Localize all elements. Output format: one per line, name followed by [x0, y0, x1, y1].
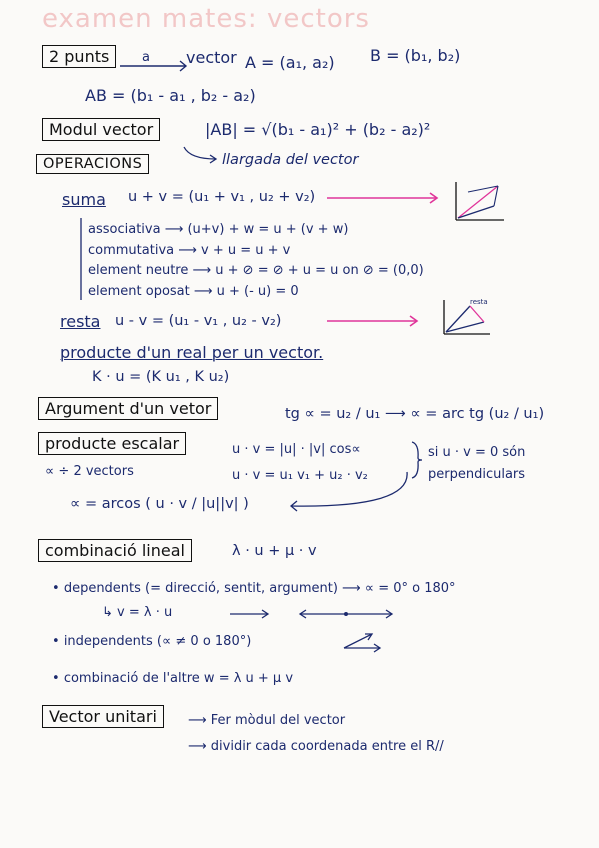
modul-box: Modul vector: [42, 118, 160, 141]
prop-associativa: associativa ⟶ (u+v) + w = u + (v + w): [88, 222, 349, 237]
suma-formula: u + v = (u₁ + v₁ , u₂ + v₂): [128, 189, 316, 205]
unitari-step-1: ⟶ Fer mòdul del vector: [188, 713, 346, 728]
angle-note: ∝ ÷ 2 vectors: [45, 464, 134, 479]
bullet-dependents-text: dependents (= direcció, sentit, argument) ⟶ ∝ = 0° o 180°: [63, 581, 456, 596]
escalar-formula-1: u · v = |u| · |v| cos∝: [232, 442, 361, 457]
suma-pink-arrow: [325, 190, 445, 206]
argument-box: Argument d'un vetor: [38, 397, 218, 420]
suma-label: suma: [62, 190, 106, 209]
resta-fig-label: resta: [470, 298, 488, 306]
bullet-dependents: • dependents (= direcció, sentit, argument) ⟶ ∝ = 0° o 180°: [52, 581, 456, 596]
bullet-combinacio: • combinació de l'altre w = λ u + μ v: [52, 671, 294, 686]
ab-vector: AB = (b₁ - a₁ , b₂ - a₂): [85, 86, 256, 105]
prop-commutativa: commutativa ⟶ v + u = u + v: [88, 243, 291, 258]
resta-label: resta: [60, 312, 101, 331]
prop-element-neutre: element neutre ⟶ u + ⊘ = ⊘ + u = u on ⊘ = (0,0): [88, 263, 424, 278]
prop-element-oposat: element oposat ⟶ u + (- u) = 0: [88, 284, 299, 299]
page-title: examen mates: vectors: [42, 4, 370, 34]
point-b: B = (b₁, b₂): [370, 46, 461, 65]
modul-note: llargada del vector: [222, 152, 359, 168]
modul-arrow: [182, 145, 222, 165]
point-a: A = (a₁, a₂): [245, 53, 335, 72]
escalar-formula-2: u · v = u₁ v₁ + u₂ · v₂: [232, 468, 368, 483]
resta-formula: u - v = (u₁ - v₁ , u₂ - v₂): [115, 313, 282, 329]
props-bracket: [76, 216, 86, 302]
bullet-independents: • independents (∝ ≠ 0 o 180°): [52, 634, 252, 649]
escalar-back-arrow: [285, 470, 415, 514]
operacions-box: OPERACIONS: [36, 154, 149, 174]
resta-diagram-icon: [440, 298, 498, 338]
resta-pink-arrow: [325, 313, 425, 329]
modul-formula: |AB| = √(b₁ - a₁)² + (b₂ - a₂)²: [205, 120, 431, 139]
dos-punts-box: 2 punts: [42, 45, 116, 68]
producte-real-heading: producte d'un real per un vector.: [60, 343, 324, 362]
bullet-combinacio-text: combinació de l'altre w = λ u + μ v: [63, 671, 294, 686]
over-arrow-label: a: [142, 50, 150, 65]
suma-diagram-icon: [452, 178, 508, 224]
angle-formula: ∝ = arcos ( u · v / |u||v| ): [70, 496, 249, 512]
bullet-independents-text: independents (∝ ≠ 0 o 180°): [63, 634, 252, 649]
argument-formula: tg ∝ = u₂ / u₁ ⟶ ∝ = arc tg (u₂ / u₁): [285, 406, 545, 422]
combinacio-box: combinació lineal: [38, 539, 192, 562]
independent-vectors-icon: [340, 630, 386, 654]
bullet-dependents-eq: ↳ v = λ · u: [102, 605, 173, 620]
unitari-box: Vector unitari: [42, 705, 164, 728]
dependent-vectors-icon: [228, 608, 398, 620]
unitari-step-2: ⟶ dividir cada coordenada entre el R//: [188, 739, 444, 754]
producte-escalar-box: producte escalar: [38, 432, 186, 455]
escalar-aside: si u · v = 0 són perpendiculars: [428, 445, 526, 482]
vector-label: vector: [186, 48, 237, 67]
producte-real-formula: K · u = (K u₁ , K u₂): [92, 369, 230, 385]
combinacio-formula: λ · u + μ · v: [232, 543, 317, 559]
